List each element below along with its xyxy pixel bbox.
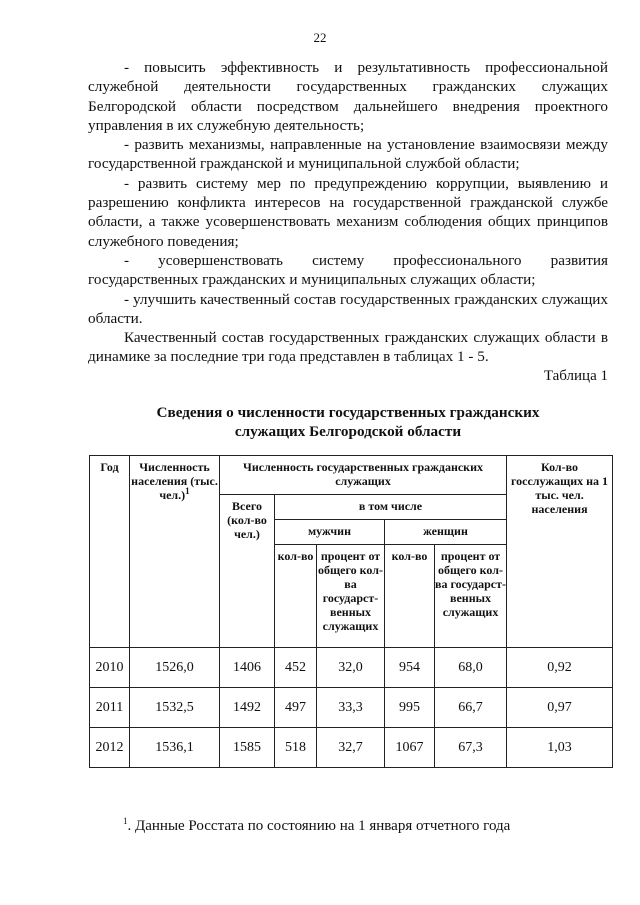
- header-total-group: Численность государственных гражданских служащих: [220, 456, 507, 495]
- cell-total: 1585: [220, 728, 275, 768]
- cell-year: 2012: [90, 728, 130, 768]
- cell-per-thousand: 0,97: [507, 688, 613, 728]
- cell-year: 2011: [90, 688, 130, 728]
- cell-population: 1526,0: [130, 648, 220, 688]
- population-table: [89, 455, 613, 768]
- cell-women-count: 995: [385, 688, 435, 728]
- cell-women-percent: 67,3: [435, 728, 507, 768]
- cell-per-thousand: 0,92: [507, 648, 613, 688]
- table-title-line: Сведения о численности государственных гражданских: [156, 404, 540, 421]
- table-title-line: служащих Белгородской области: [234, 423, 462, 440]
- paragraph: - улучшить качественный состав государственных гражданских служащих области.: [88, 290, 608, 327]
- paragraph: - повысить эффективность и результативность профессиональной служебной деятельности государственных гражданских служащих Белгородской области посредством дальнейшего внедрения проектного управления в их служебную деятельность;: [88, 59, 608, 134]
- cell-population: 1536,1: [130, 728, 220, 768]
- header-per-thousand: Кол-во госслужащих на 1 тыс. чел. населения: [507, 456, 613, 648]
- header-total: Всего (кол-во чел.): [220, 495, 275, 648]
- paragraph: - усовершенствовать систему профессионального развития государственных гражданских и муниципальных служащих области;: [88, 251, 608, 289]
- cell-men-percent: 32,0: [317, 648, 385, 688]
- cell-women-percent: 66,7: [435, 688, 507, 728]
- header-including: в том числе: [275, 495, 507, 520]
- header-women: женщин: [385, 520, 507, 545]
- paragraph: - развить систему мер по предупреждению коррупции, выявлению и разрешению конфликта интересов на государственной гражданской службе области, а также усовершенствовать механизм соблюдения общих принципов служебного поведения;: [88, 174, 608, 250]
- cell-men-count: 497: [275, 688, 317, 728]
- header-women-percent: процент от общего кол-ва государст-венных служащих: [435, 545, 507, 648]
- cell-total: 1492: [220, 688, 275, 728]
- page-number: 22: [313, 30, 327, 45]
- header-year: Год: [90, 456, 130, 648]
- cell-men-percent: 32,7: [317, 728, 385, 768]
- header-men: мужчин: [275, 520, 385, 545]
- header-men-percent: процент от общего кол-ва государст-венных служащих: [317, 545, 385, 648]
- cell-men-count: 452: [275, 648, 317, 688]
- table-row: [90, 648, 613, 688]
- footnote-text: . Данные Росстата по состоянию на 1 января отчетного года: [127, 818, 511, 834]
- header-men-count: кол-во: [275, 545, 317, 648]
- footnote-ref: 1: [185, 486, 190, 496]
- body-text: [88, 58, 608, 367]
- header-women-count: кол-во: [385, 545, 435, 648]
- cell-total: 1406: [220, 648, 275, 688]
- cell-year: 2010: [90, 648, 130, 688]
- header-population-text: Численность населения (тыс. чел.): [131, 460, 218, 502]
- cell-women-percent: 68,0: [435, 648, 507, 688]
- paragraph: - развить механизмы, направленные на установление взаимосвязи между государственной гражданской и муниципальной службой области;: [88, 136, 608, 173]
- table-row: [90, 688, 613, 728]
- cell-women-count: 954: [385, 648, 435, 688]
- table-row: [90, 728, 613, 768]
- cell-men-percent: 33,3: [317, 688, 385, 728]
- cell-men-count: 518: [275, 728, 317, 768]
- paragraph: Качественный состав государственных гражданских служащих области в динамике за последние три года представлен в таблицах 1 - 5.: [88, 329, 608, 366]
- header-population: [130, 456, 220, 648]
- cell-women-count: 1067: [385, 728, 435, 768]
- cell-population: 1532,5: [130, 688, 220, 728]
- table-title: [88, 403, 608, 441]
- cell-per-thousand: 1,03: [507, 728, 613, 768]
- table-label: Таблица 1: [543, 368, 608, 384]
- footnote-marker: 1: [123, 816, 128, 826]
- footnote: [123, 818, 510, 835]
